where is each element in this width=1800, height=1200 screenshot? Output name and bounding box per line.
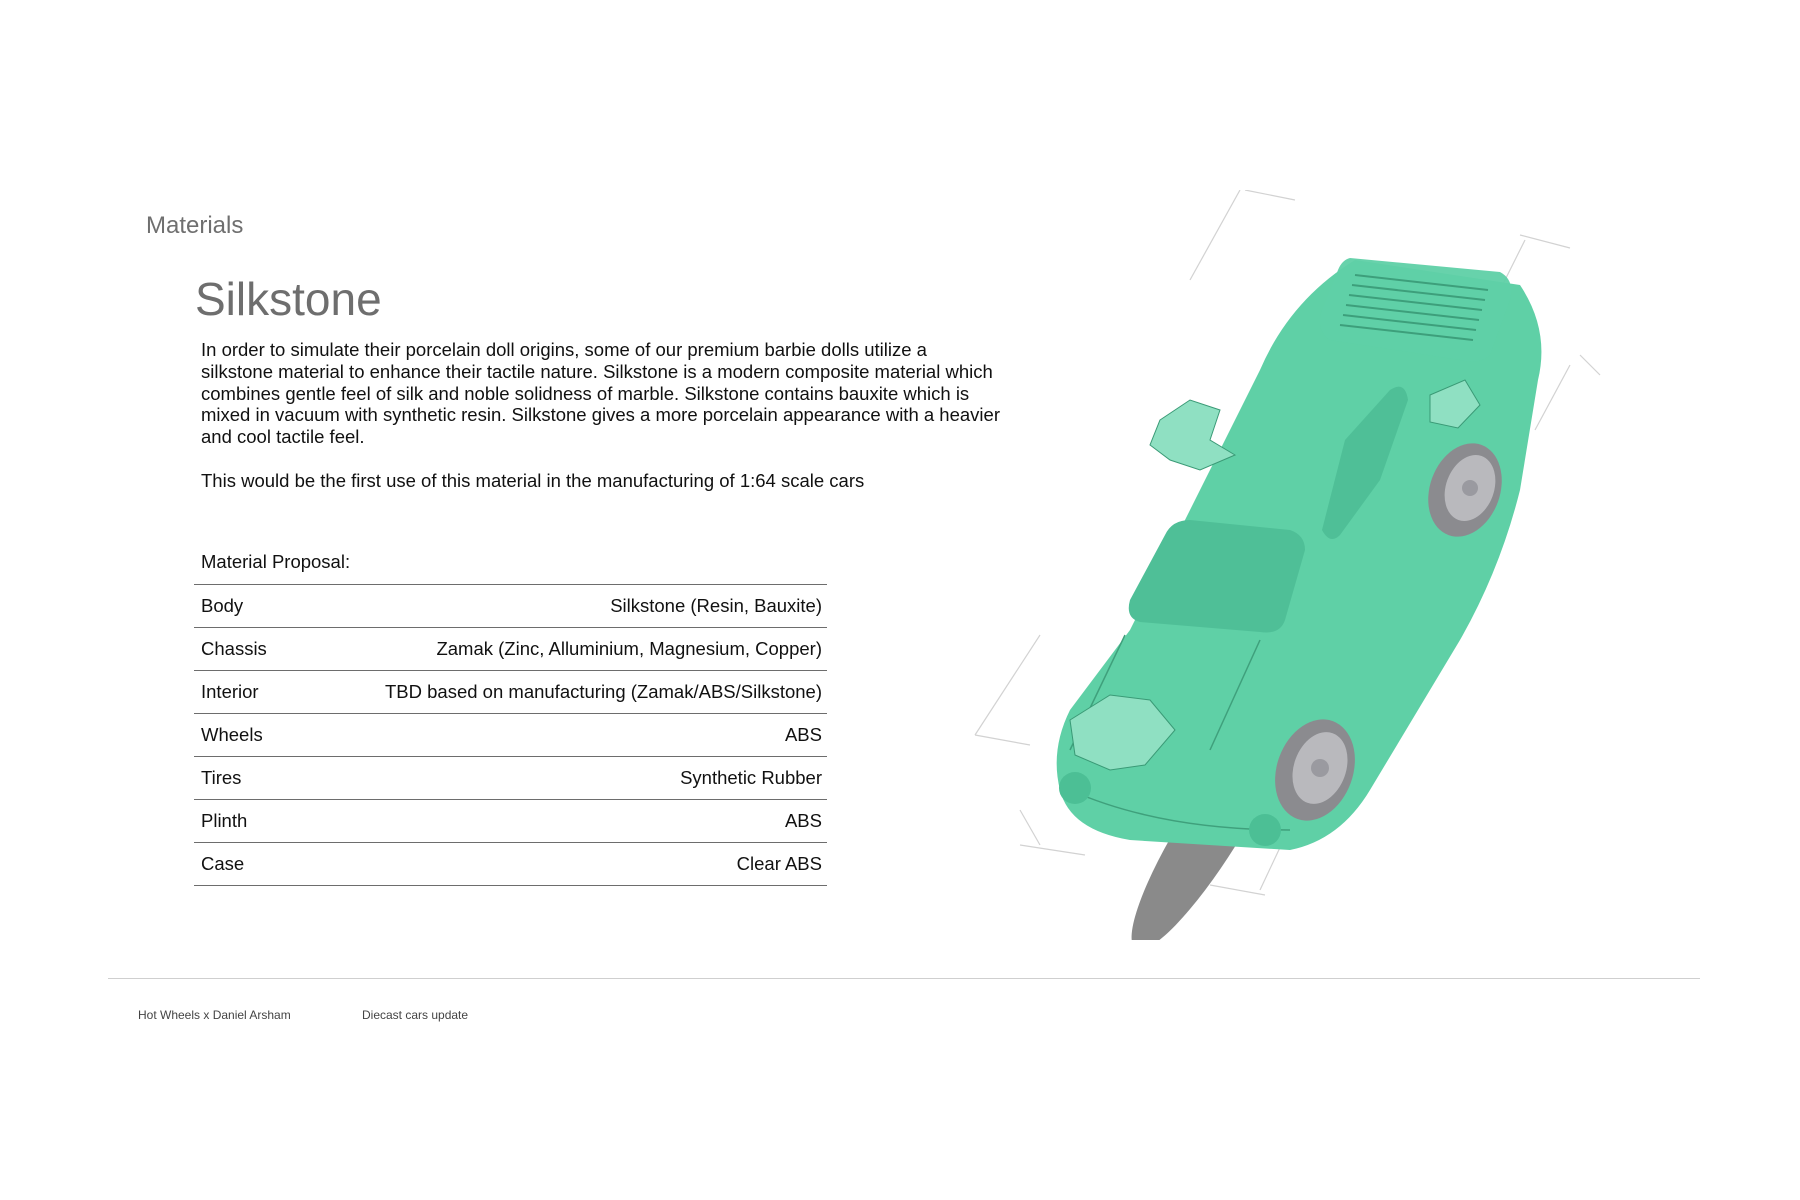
part-material: TBD based on manufacturing (Zamak/ABS/Silkstone) <box>287 671 827 714</box>
table-row <box>194 585 827 628</box>
part-material: Synthetic Rubber <box>287 757 827 800</box>
part-name: Body <box>194 585 287 628</box>
part-material: Clear ABS <box>287 843 827 886</box>
part-material: Silkstone (Resin, Bauxite) <box>287 585 827 628</box>
part-name: Wheels <box>194 714 287 757</box>
material-proposal-heading: Material Proposal: <box>201 551 351 572</box>
part-material: ABS <box>287 714 827 757</box>
page-title: Silkstone <box>195 273 382 325</box>
part-material: Zamak (Zinc, Alluminium, Magnesium, Copper) <box>287 628 827 671</box>
material-description: In order to simulate their porcelain doll origins, some of our premium barbie dolls utilize a silkstone material to enhance their tactile nature. Silkstone is a modern composite material which combines gentle feel of silk and noble solidness of marble. Silkstone contains bauxite which is mixed in vacuum with synthetic resin. Silkstone gives a more porcelain appearance with a heavier and cool tactile feel. <box>201 339 1000 448</box>
part-name: Plinth <box>194 800 287 843</box>
section-label: Materials <box>146 212 244 239</box>
table-row <box>194 843 827 886</box>
table-row <box>194 714 827 757</box>
part-name: Chassis <box>194 628 287 671</box>
table-row <box>194 671 827 714</box>
table-row <box>194 628 827 671</box>
table-row <box>194 800 827 843</box>
windshield <box>1129 520 1305 633</box>
car-render <box>960 190 1660 940</box>
part-material: ABS <box>287 800 827 843</box>
part-name: Tires <box>194 757 287 800</box>
footer-divider <box>108 978 1700 979</box>
part-name: Interior <box>194 671 287 714</box>
table-row <box>194 757 827 800</box>
footer-project-title: Hot Wheels x Daniel Arsham <box>138 1008 291 1022</box>
part-name: Case <box>194 843 287 886</box>
material-proposal-table <box>194 584 827 886</box>
footer-document-title: Diecast cars update <box>362 1008 469 1022</box>
first-use-note: This would be the first use of this material in the manufacturing of 1:64 scale cars <box>201 470 865 491</box>
